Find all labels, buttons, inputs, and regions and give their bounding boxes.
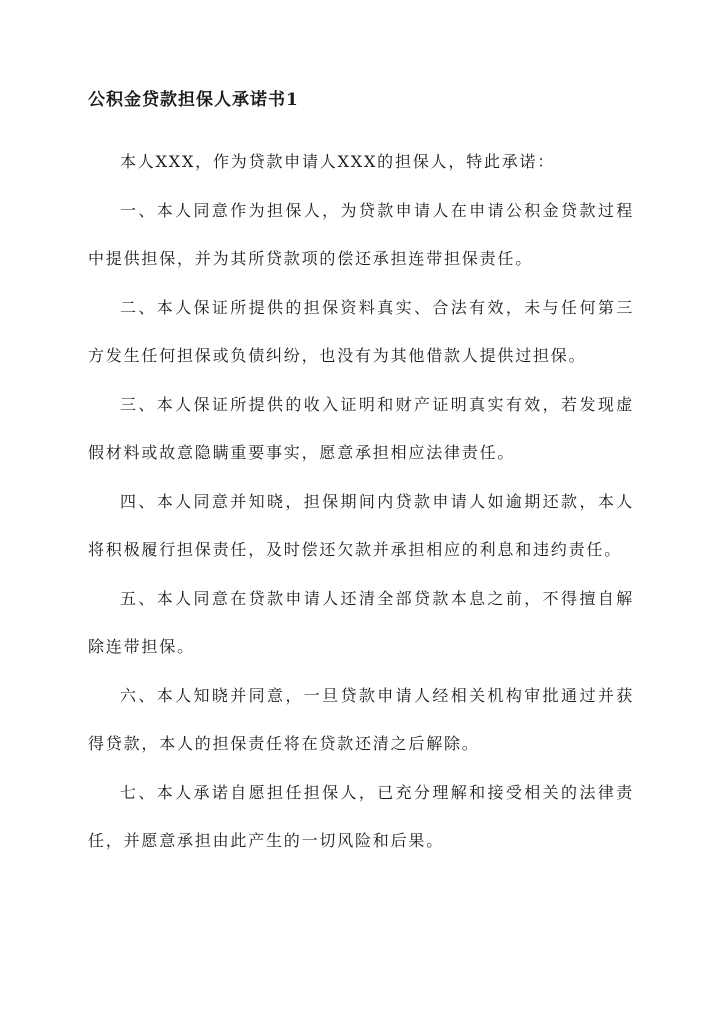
paragraph-clause-2: 二、本人保证所提供的担保资料真实、合法有效，未与任何第三方发生任何担保或负债纠纷，也没有为其他借款人提供过担保。 bbox=[88, 297, 634, 365]
paragraph-clause-5: 五、本人同意在贷款申请人还清全部贷款本息之前，不得擅自解除连带担保。 bbox=[88, 588, 634, 656]
paragraph-clause-3: 三、本人保证所提供的收入证明和财产证明真实有效，若发现虚假材料或故意隐瞒重要事实，愿意承担相应法律责任。 bbox=[88, 394, 634, 462]
paragraph-clause-6: 六、本人知晓并同意，一旦贷款申请人经相关机构审批通过并获得贷款，本人的担保责任将在贷款还清之后解除。 bbox=[88, 685, 634, 753]
paragraph-intro: 本人XXX，作为贷款申请人XXX的担保人，特此承诺： bbox=[120, 152, 556, 171]
document-body bbox=[88, 138, 634, 866]
paragraph-clause-7: 七、本人承诺自愿担任担保人，已充分理解和接受相关的法律责任，并愿意承担由此产生的一切风险和后果。 bbox=[88, 782, 634, 850]
paragraph-clause-4: 四、本人同意并知晓，担保期间内贷款申请人如逾期还款，本人将积极履行担保责任，及时偿还欠款并承担相应的利息和违约责任。 bbox=[88, 491, 634, 559]
paragraph-clause-1: 一、本人同意作为担保人，为贷款申请人在申请公积金贷款过程中提供担保，并为其所贷款项的偿还承担连带担保责任。 bbox=[88, 200, 634, 268]
document-title: 公积金贷款担保人承诺书1 bbox=[88, 90, 299, 110]
